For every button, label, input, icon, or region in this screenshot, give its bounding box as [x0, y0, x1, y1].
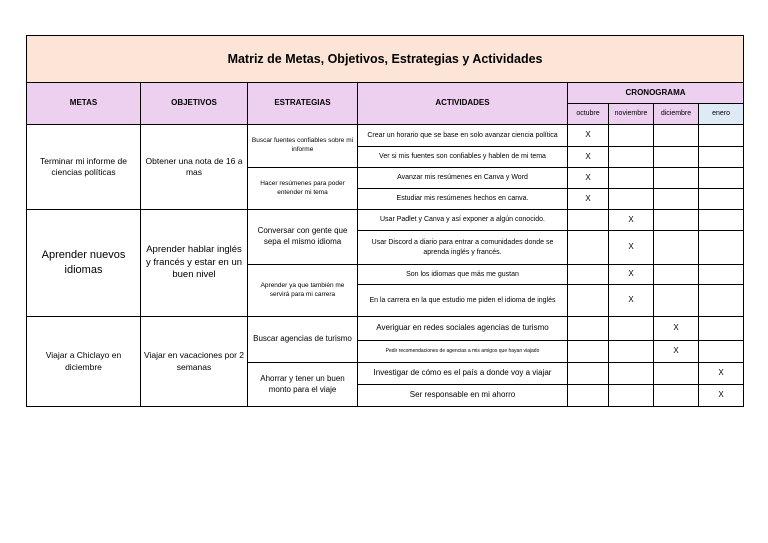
estrategia-cell: Hacer resúmenes para poder entender mi tema: [248, 168, 358, 210]
actividad-cell: Estudiar mis resúmenes hechos en canva.: [358, 189, 568, 210]
schedule-mark: [699, 341, 744, 363]
table-row: [27, 317, 744, 341]
month-enero: enero: [699, 104, 744, 125]
schedule-mark: [699, 231, 744, 265]
schedule-mark: [654, 168, 699, 189]
schedule-mark: [699, 168, 744, 189]
schedule-mark: X: [568, 168, 609, 189]
goals-matrix-table: [26, 35, 744, 407]
schedule-mark: [654, 125, 699, 147]
schedule-mark: [699, 317, 744, 341]
schedule-mark: [699, 189, 744, 210]
schedule-mark: [568, 231, 609, 265]
actividad-cell: Avanzar mis resúmenes en Canva y Word: [358, 168, 568, 189]
schedule-mark: X: [699, 363, 744, 385]
schedule-mark: [654, 285, 699, 317]
schedule-mark: X: [609, 231, 654, 265]
actividad-cell: Son los idiomas que más me gustan: [358, 265, 568, 285]
schedule-mark: [609, 168, 654, 189]
matrix-title: Matriz de Metas, Objetivos, Estrategias y Actividades: [27, 36, 744, 83]
schedule-mark: [699, 125, 744, 147]
schedule-mark: [609, 363, 654, 385]
objetivo-cell: Obtener una nota de 16 a mas: [141, 125, 248, 210]
estrategia-cell: Ahorrar y tener un buen monto para el viaje: [248, 363, 358, 407]
schedule-mark: X: [609, 265, 654, 285]
header-estrategias: ESTRATEGIAS: [248, 83, 358, 125]
month-diciembre: diciembre: [654, 104, 699, 125]
schedule-mark: [609, 341, 654, 363]
estrategia-cell: Conversar con gente que sepa el mismo idioma: [248, 210, 358, 265]
estrategia-cell: Aprender ya que también me servirá para mi carrera: [248, 265, 358, 317]
actividad-cell: Ser responsable en mi ahorro: [358, 385, 568, 407]
schedule-mark: [609, 147, 654, 168]
schedule-mark: [654, 363, 699, 385]
header-metas: METAS: [27, 83, 141, 125]
schedule-mark: [699, 210, 744, 231]
schedule-mark: [568, 210, 609, 231]
schedule-mark: [568, 265, 609, 285]
schedule-mark: X: [654, 341, 699, 363]
meta-cell: Terminar mi informe de ciencias políticas: [27, 125, 141, 210]
estrategia-cell: Buscar fuentes confiables sobre mi informe: [248, 125, 358, 168]
schedule-mark: [568, 341, 609, 363]
schedule-mark: [654, 231, 699, 265]
estrategia-cell: Buscar agencias de turismo: [248, 317, 358, 363]
schedule-mark: [568, 285, 609, 317]
schedule-mark: X: [568, 147, 609, 168]
month-noviembre: noviembre: [609, 104, 654, 125]
schedule-mark: [699, 285, 744, 317]
schedule-mark: X: [568, 125, 609, 147]
month-octubre: octubre: [568, 104, 609, 125]
actividad-cell: Ver si mis fuentes son confiables y hablen de mi tema: [358, 147, 568, 168]
schedule-mark: X: [568, 189, 609, 210]
schedule-mark: [654, 147, 699, 168]
schedule-mark: X: [699, 385, 744, 407]
schedule-mark: [609, 317, 654, 341]
schedule-mark: [654, 189, 699, 210]
actividad-cell: En la carrera en la que estudio me piden el idioma de inglés: [358, 285, 568, 317]
schedule-mark: [568, 385, 609, 407]
schedule-mark: [699, 147, 744, 168]
schedule-mark: [609, 125, 654, 147]
schedule-mark: [654, 265, 699, 285]
schedule-mark: [699, 265, 744, 285]
schedule-mark: [568, 363, 609, 385]
schedule-mark: [654, 385, 699, 407]
actividad-cell: Usar Padlet y Canva y así exponer a algún conocido.: [358, 210, 568, 231]
header-cronograma: CRONOGRAMA: [568, 83, 744, 104]
header-actividades: ACTIVIDADES: [358, 83, 568, 125]
actividad-cell: Pedir recomendaciones de agencias a mis amigos que hayan viajado: [358, 341, 568, 363]
meta-cell: Viajar a Chiclayo en diciembre: [27, 317, 141, 407]
objetivo-cell: Viajar en vacaciones por 2 semanas: [141, 317, 248, 407]
actividad-cell: Investigar de cómo es el país a donde voy a viajar: [358, 363, 568, 385]
schedule-mark: X: [609, 210, 654, 231]
schedule-mark: [609, 189, 654, 210]
schedule-mark: X: [609, 285, 654, 317]
schedule-mark: [568, 317, 609, 341]
actividad-cell: Usar Discord a diario para entrar a comunidades donde se aprenda inglés y francés.: [358, 231, 568, 265]
actividad-cell: Crear un horario que se base en solo avanzar ciencia política: [358, 125, 568, 147]
table-row: [27, 125, 744, 147]
meta-cell: Aprender nuevos idiomas: [27, 210, 141, 317]
schedule-mark: X: [654, 317, 699, 341]
objetivo-cell: Aprender hablar inglés y francés y estar en un buen nivel: [141, 210, 248, 317]
header-objetivos: OBJETIVOS: [141, 83, 248, 125]
actividad-cell: Averiguar en redes sociales agencias de turismo: [358, 317, 568, 341]
schedule-mark: [654, 210, 699, 231]
table-row: [27, 210, 744, 231]
schedule-mark: [609, 385, 654, 407]
